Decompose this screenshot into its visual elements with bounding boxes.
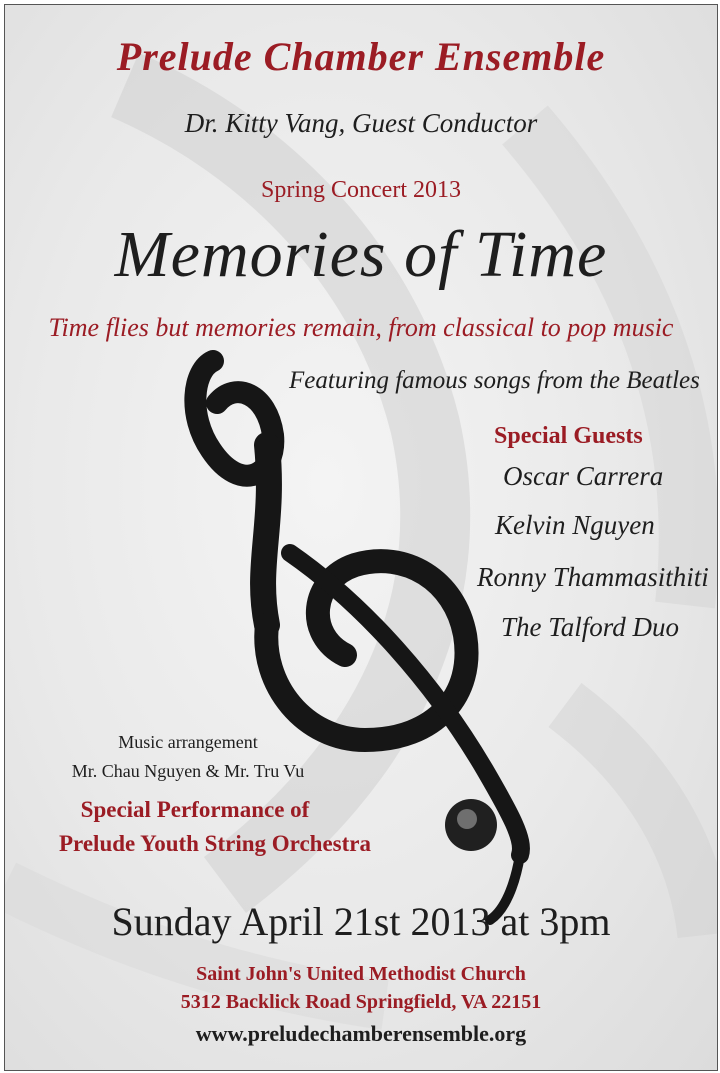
venue-name: Saint John's United Methodist Church <box>196 963 526 985</box>
guest-name: Ronny Thammasithiti <box>477 562 709 592</box>
website-link[interactable]: www.preludechamberensemble.org <box>195 1021 527 1046</box>
guest-name: Oscar Carrera <box>503 461 664 491</box>
concert-date-time: Sunday April 21st 2013 at 3pm <box>111 899 611 944</box>
concert-poster <box>4 4 718 1071</box>
concert-title: Memories of Time <box>114 218 608 291</box>
venue-address: 5312 Backlick Road Springfield, VA 22151 <box>180 991 542 1013</box>
special-guests-heading: Special Guests <box>494 423 643 449</box>
arrangement-label: Music arrangement <box>118 732 258 752</box>
special-performance-line1: Special Performance of <box>80 797 310 822</box>
featuring-line: Featuring famous songs from the Beatles <box>289 367 700 394</box>
guest-conductor: Dr. Kitty Vang, Guest Conductor <box>184 108 538 138</box>
tagline: Time flies but memories remain, from classical to pop music <box>48 313 674 342</box>
guest-name: Kelvin Nguyen <box>495 510 655 540</box>
ensemble-name: Prelude Chamber Ensemble <box>116 34 606 79</box>
special-performance-line2: Prelude Youth String Orchestra <box>59 831 371 856</box>
season-label: Spring Concert 2013 <box>261 177 461 203</box>
arrangement-credit: Mr. Chau Nguyen & Mr. Tru Vu <box>71 761 305 781</box>
guest-name: The Talford Duo <box>501 612 680 642</box>
